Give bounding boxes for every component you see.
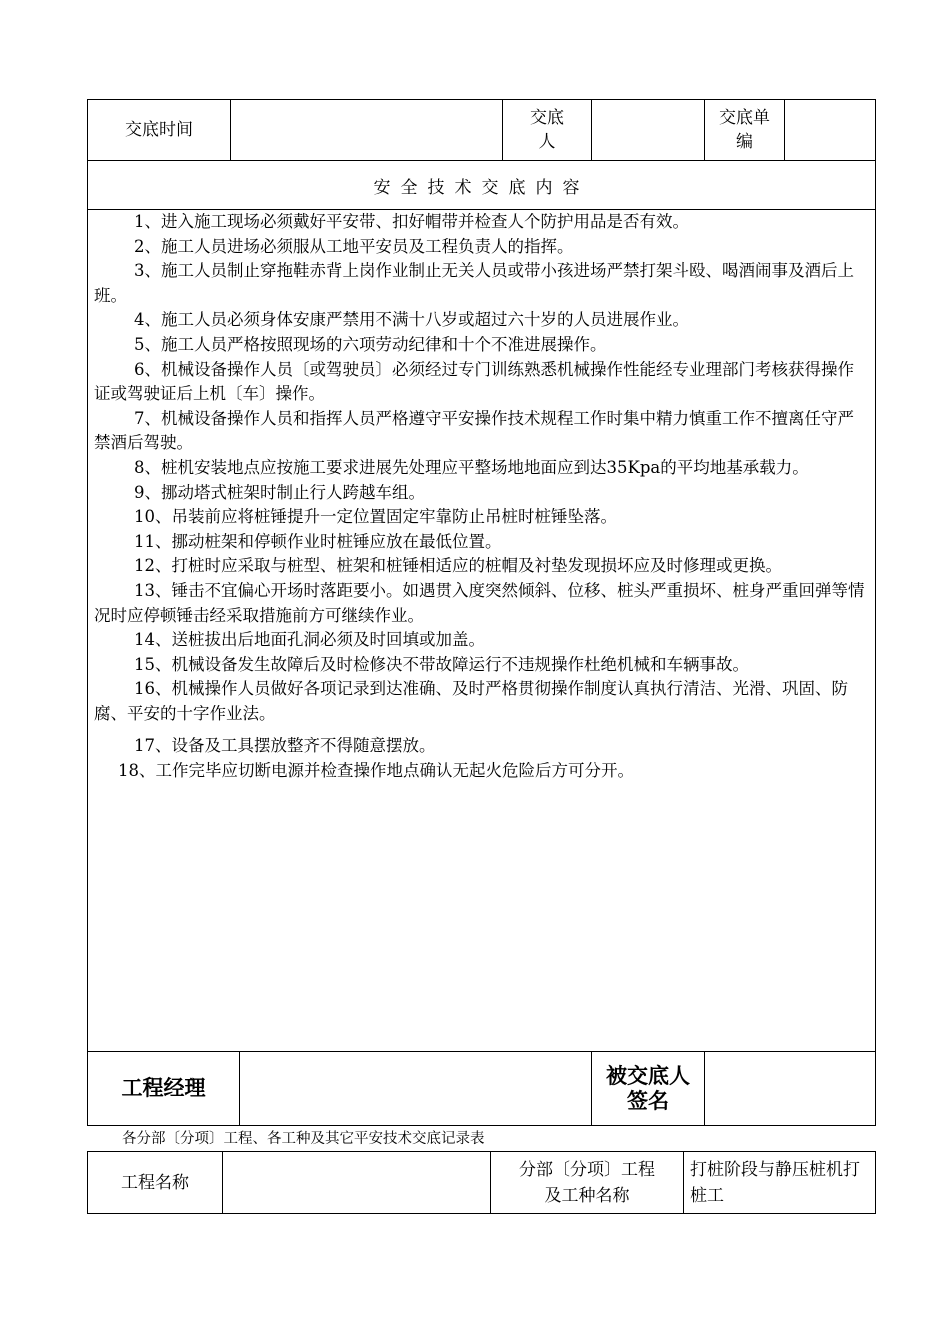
list-item: 18、工作完毕应切断电源并检查操作地点确认无起火危险后方可分开。 <box>118 761 634 781</box>
safety-briefing-table <box>87 99 876 1126</box>
division-value[interactable]: 打桩阶段与静压桩机打桩工 <box>684 1152 876 1214</box>
list-item: 4、施工人员必须身体安康严禁用不满十八岁或超过六十岁的人员进展作业。 <box>134 310 689 330</box>
list-item: 5、施工人员严格按照现场的六项劳动纪律和十个不准进展操作。 <box>134 334 607 354</box>
division-label: 分部〔分项〕工程及工种名称 <box>491 1152 684 1214</box>
briefing-person-value[interactable] <box>592 100 705 161</box>
list-item: 17、设备及工具摆放整齐不得随意摆放。 <box>134 736 436 756</box>
list-item: 10、吊装前应将桩锤提升一定位置固定牢靠防止吊桩时桩锤坠落。 <box>134 507 617 527</box>
form-caption: 各分部〔分项〕工程、各工种及其它平安技术交底记录表 <box>122 1131 485 1147</box>
list-item: 9、挪动塔式桩架时制止行人跨越车组。 <box>134 482 425 502</box>
recipient-signature-value[interactable] <box>705 1052 876 1126</box>
project-info-table <box>87 1151 876 1214</box>
list-item: 2、施工人员进场必须服从工地平安员及工程负责人的指挥。 <box>134 236 574 256</box>
briefing-unit-value[interactable] <box>785 100 876 161</box>
briefing-time-value[interactable] <box>231 100 503 161</box>
briefing-person-label: 交底人 <box>503 100 592 161</box>
list-item: 14、送桩拔出后地面孔洞必须及时回填或加盖。 <box>134 630 485 650</box>
manager-label: 工程经理 <box>88 1052 240 1126</box>
briefing-content <box>88 210 876 1052</box>
list-item: 12、打桩时应采取与桩型、桩架和桩锤相适应的桩帽及衬垫发现损坏应及时修理或更换。 <box>134 556 782 576</box>
list-item: 7、机械设备操作人员和指挥人员严格遵守平安操作技术规程工作时集中精力慎重工作不擅离任守严禁酒后驾驶。 <box>94 408 854 453</box>
list-item: 8、桩机安装地点应按施工要求进展先处理应平整场地地面应到达35Kpa的平均地基承载力。 <box>134 457 809 477</box>
project-name-value[interactable] <box>223 1152 491 1214</box>
list-item: 11、挪动桩架和停顿作业时桩锤应放在最低位置。 <box>134 531 502 551</box>
list-item: 6、机械设备操作人员〔或驾驶员〕必须经过专门训练熟悉机械操作性能经专业理部门考核获得操作证或驾驶证后上机〔车〕操作。 <box>94 359 854 404</box>
briefing-time-label: 交底时间 <box>88 100 231 161</box>
briefing-unit-label: 交底单编 <box>705 100 785 161</box>
list-item: 15、机械设备发生故障后及时检修决不带故障运行不违规操作杜绝机械和车辆事故。 <box>134 654 749 674</box>
project-name-label: 工程名称 <box>88 1152 223 1214</box>
recipient-label: 被交底人签名 <box>592 1052 705 1126</box>
section-title: 安全技术交底内容 <box>88 161 876 210</box>
list-item: 13、锤击不宜偏心开场时落距要小。如遇贯入度突然倾斜、位移、桩头严重损坏、桩身严重回弹等情况时应停顿锤击经采取措施前方可继续作业。 <box>94 580 865 625</box>
list-item: 1、进入施工现场必须戴好平安带、扣好帽带并检查人个防护用品是否有效。 <box>134 212 689 231</box>
list-item: 16、机械操作人员做好各项记录到达准确、及时严格贯彻操作制度认真执行清洁、光滑、巩固、防腐、平安的十字作业法。 <box>94 679 848 723</box>
manager-value[interactable] <box>240 1052 592 1126</box>
list-item: 3、施工人员制止穿拖鞋赤背上岗作业制止无关人员或带小孩进场严禁打架斗殴、喝酒闹事及酒后上班。 <box>94 261 854 305</box>
